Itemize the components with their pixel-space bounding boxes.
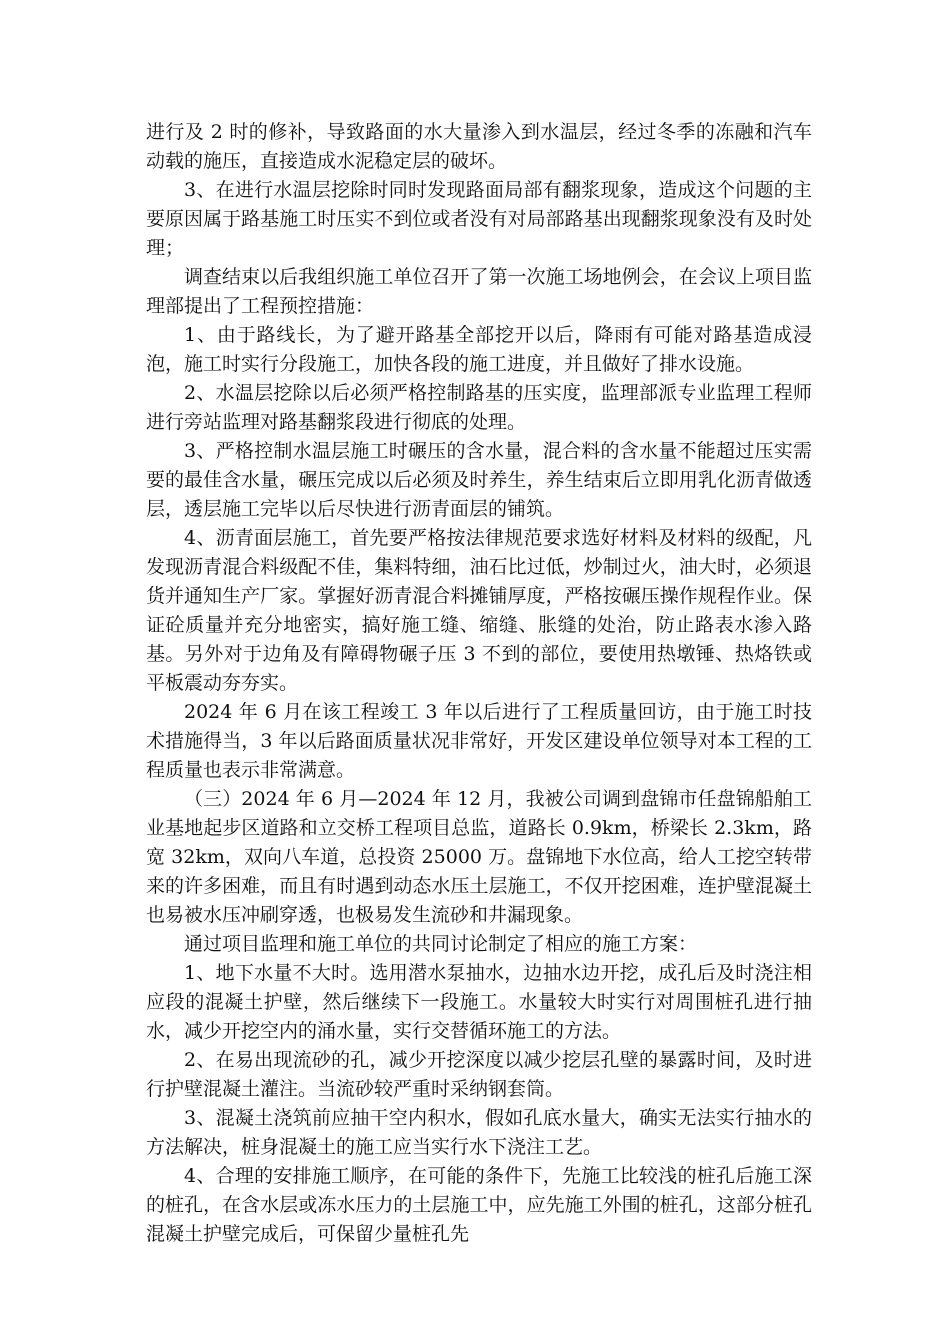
paragraph-6: 3、严格控制水温层施工时碾压的含水量，混合料的含水量不能超过压实需要的最佳含水量，碾压完成以后必须及时养生，养生结束后立即用乳化沥青做透层，透层施工完毕以后尽快进行沥青面层的铺筑。 bbox=[146, 440, 812, 520]
paragraph-7: 4、沥青面层施工，首先要严格按法律规范要求选好材料及材料的级配，凡发现沥青混合料级配不佳，集料特细，油石比过低，炒制过火，油大时，必须退货并通知生产厂家。掌握好沥青混合料摊铺厚度，严格按碾压操作规程作业。保证砼质量并充分地密实，搞好施工缝、缩缝、胀缝的处治，防止路表水渗入路基。另外对于边角及有障碍物碾子压 3 不到的部位，要使用热墩锤、热烙铁或平板震动夯夯实。 bbox=[146, 527, 812, 694]
paragraph-10: 通过项目监理和施工单位的共同讨论制定了相应的施工方案： bbox=[184, 933, 698, 955]
paragraph-3: 调查结束以后我组织施工单位召开了第一次施工场地例会，在会议上项目监理部提出了工程预控措施： bbox=[146, 266, 812, 317]
paragraph-14: 4、合理的安排施工顺序，在可能的条件下，先施工比较浅的桩孔后施工深的桩孔，在含水层或冻水压力的土层施工中，应先施工外围的桩孔，这部分桩孔混凝土护壁完成后，可保留少量桩孔先 bbox=[146, 1165, 812, 1245]
paragraph-4: 1、由于路线长，为了避开路基全部挖开以后，降雨有可能对路基造成浸泡，施工时实行分段施工，加快各段的施工进度，并且做好了排水设施。 bbox=[146, 324, 812, 375]
paragraph-1: 进行及 2 时的修补，导致路面的水大量渗入到水温层，经过冬季的冻融和汽车动载的施压，直接造成水泥稳定层的破坏。 bbox=[146, 121, 812, 172]
paragraph-8: 2024 年 6 月在该工程竣工 3 年以后进行了工程质量回访，由于施工时技术措施得当，3 年以后路面质量状况非常好，开发区建设单位领导对本工程的工程质量也表示非常满意。 bbox=[146, 701, 812, 781]
document-body bbox=[146, 118, 812, 1249]
paragraph-11: 1、地下水量不大时。选用潜水泵抽水，边抽水边开挖，成孔后及时浇注相应段的混凝土护壁，然后继续下一段施工。水量较大时实行对周围桩孔进行抽水，减少开挖空内的涌水量，实行交替循环施工的方法。 bbox=[146, 962, 812, 1042]
paragraph-12: 2、在易出现流砂的孔，减少开挖深度以减少挖层孔壁的暴露时间，及时进行护壁混凝土灌注。当流砂较严重时采纳钢套筒。 bbox=[146, 1049, 812, 1100]
paragraph-13: 3、混凝土浇筑前应抽干空内积水，假如孔底水量大，确实无法实行抽水的方法解决，桩身混凝土的施工应当实行水下浇注工艺。 bbox=[146, 1107, 812, 1158]
paragraph-5: 2、水温层挖除以后必须严格控制路基的压实度，监理部派专业监理工程师进行旁站监理对路基翻浆段进行彻底的处理。 bbox=[146, 382, 812, 433]
paragraph-2: 3、在进行水温层挖除时同时发现路面局部有翻浆现象，造成这个问题的主要原因属于路基施工时压实不到位或者没有对局部路基出现翻浆现象没有及时处理； bbox=[146, 179, 812, 259]
paragraph-9: （三）2024 年 6 月—2024 年 12 月，我被公司调到盘锦市任盘锦船舶工业基地起步区道路和立交桥工程项目总监，道路长 0.9km，桥梁长 2.3km，路宽 32km，双向八车道，总投资 25000 万。盘锦地下水位高，给人工挖空转带来的许多困难，而且有时遇到动态水压土层施工，不仅开挖困难，连护壁混凝土也易被水压冲刷穿透，也极易发生流砂和井漏现象。 bbox=[146, 788, 812, 926]
